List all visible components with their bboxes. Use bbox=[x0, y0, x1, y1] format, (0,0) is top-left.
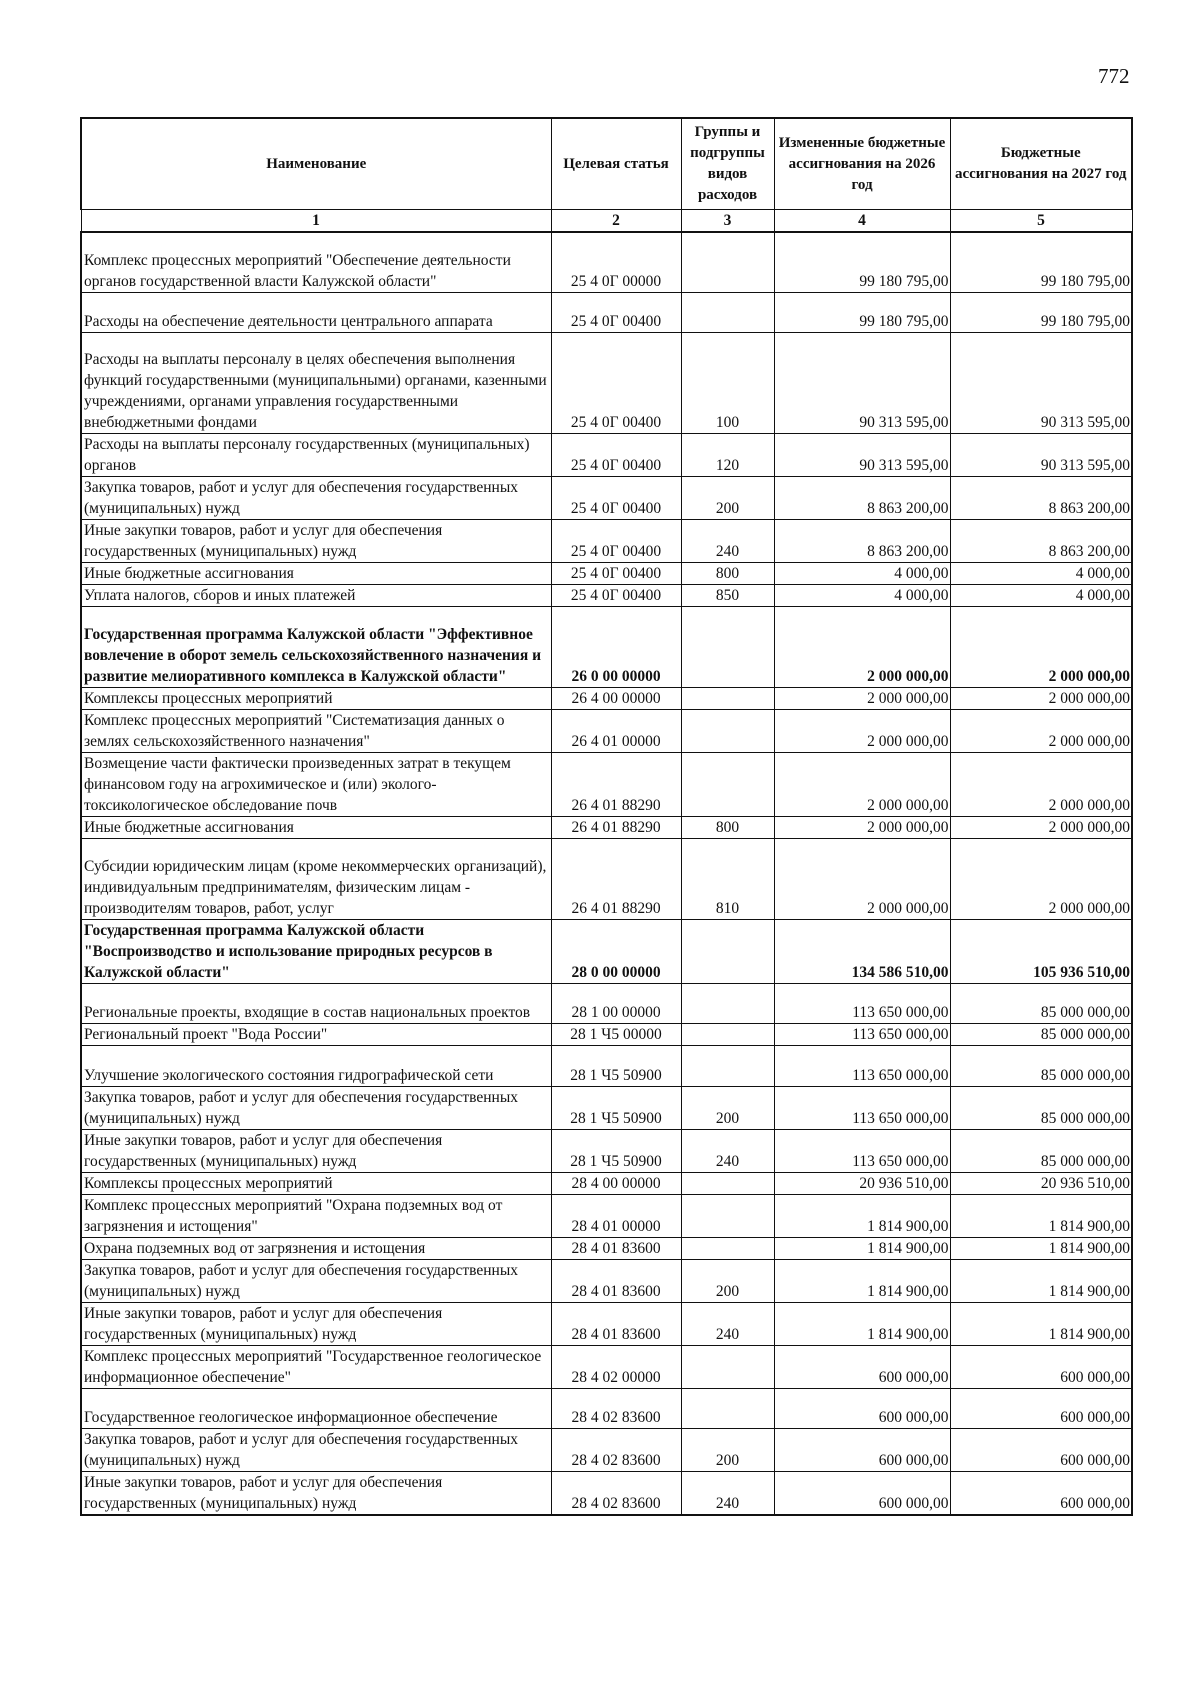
row-amount-2027: 90 313 595,00 bbox=[950, 333, 1132, 434]
row-expense-group bbox=[681, 1194, 774, 1237]
row-target-code: 28 4 02 83600 bbox=[551, 1429, 681, 1472]
row-amount-2026: 1 814 900,00 bbox=[774, 1237, 950, 1259]
row-amount-2026: 600 000,00 bbox=[774, 1472, 950, 1516]
row-amount-2027: 8 863 200,00 bbox=[950, 520, 1132, 563]
row-amount-2026: 1 814 900,00 bbox=[774, 1194, 950, 1237]
row-name: Комплекс процессных мероприятий "Охрана подземных вод от загрязнения и истощения" bbox=[81, 1194, 551, 1237]
row-expense-group: 100 bbox=[681, 333, 774, 434]
row-name: Расходы на выплаты персоналу государственных (муниципальных) органов bbox=[81, 434, 551, 477]
table-row bbox=[81, 839, 1132, 920]
column-number: 2 bbox=[551, 210, 681, 233]
row-expense-group: 240 bbox=[681, 1129, 774, 1172]
table-row bbox=[81, 688, 1132, 710]
column-number: 4 bbox=[774, 210, 950, 233]
table-row bbox=[81, 817, 1132, 839]
row-expense-group bbox=[681, 1046, 774, 1086]
row-expense-group: 240 bbox=[681, 1302, 774, 1345]
table-row bbox=[81, 1388, 1132, 1428]
row-name: Иные закупки товаров, работ и услуг для обеспечения государственных (муниципальных) нужд bbox=[81, 1302, 551, 1345]
row-target-code: 28 1 00 00000 bbox=[551, 984, 681, 1024]
row-target-code: 25 4 0Г 00400 bbox=[551, 434, 681, 477]
header-group: Группы и подгруппы видов расходов bbox=[681, 118, 774, 210]
row-target-code: 26 0 00 00000 bbox=[551, 607, 681, 688]
row-amount-2027: 2 000 000,00 bbox=[950, 710, 1132, 753]
row-amount-2026: 2 000 000,00 bbox=[774, 688, 950, 710]
row-expense-group bbox=[681, 688, 774, 710]
row-name: Комплексы процессных мероприятий bbox=[81, 688, 551, 710]
row-target-code: 28 4 01 83600 bbox=[551, 1302, 681, 1345]
row-amount-2026: 20 936 510,00 bbox=[774, 1172, 950, 1194]
row-amount-2027: 600 000,00 bbox=[950, 1345, 1132, 1388]
row-amount-2026: 99 180 795,00 bbox=[774, 293, 950, 333]
row-name: Региональный проект "Вода России" bbox=[81, 1024, 551, 1046]
table-row bbox=[81, 710, 1132, 753]
row-expense-group bbox=[681, 920, 774, 984]
row-amount-2026: 113 650 000,00 bbox=[774, 1024, 950, 1046]
row-target-code: 25 4 0Г 00400 bbox=[551, 520, 681, 563]
row-name: Комплексы процессных мероприятий bbox=[81, 1172, 551, 1194]
row-target-code: 28 1 Ч5 50900 bbox=[551, 1046, 681, 1086]
row-amount-2027: 2 000 000,00 bbox=[950, 607, 1132, 688]
row-expense-group bbox=[681, 1172, 774, 1194]
table-row bbox=[81, 1237, 1132, 1259]
header-name: Наименование bbox=[81, 118, 551, 210]
column-number: 5 bbox=[950, 210, 1132, 233]
row-expense-group: 800 bbox=[681, 817, 774, 839]
table-row bbox=[81, 1194, 1132, 1237]
row-target-code: 26 4 01 88290 bbox=[551, 753, 681, 817]
row-amount-2026: 113 650 000,00 bbox=[774, 1129, 950, 1172]
row-name: Иные закупки товаров, работ и услуг для обеспечения государственных (муниципальных) нужд bbox=[81, 520, 551, 563]
row-amount-2027: 1 814 900,00 bbox=[950, 1302, 1132, 1345]
row-name: Уплата налогов, сборов и иных платежей bbox=[81, 585, 551, 607]
row-name: Иные закупки товаров, работ и услуг для обеспечения государственных (муниципальных) нужд bbox=[81, 1129, 551, 1172]
table-row bbox=[81, 1302, 1132, 1345]
row-target-code: 28 4 01 83600 bbox=[551, 1259, 681, 1302]
row-expense-group: 240 bbox=[681, 1472, 774, 1516]
row-amount-2026: 600 000,00 bbox=[774, 1388, 950, 1428]
row-amount-2027: 4 000,00 bbox=[950, 585, 1132, 607]
row-target-code: 28 1 Ч5 00000 bbox=[551, 1024, 681, 1046]
row-name: Государственная программа Калужской области "Воспроизводство и использование природных ресурсов в Калужской области" bbox=[81, 920, 551, 984]
row-name: Иные закупки товаров, работ и услуг для обеспечения государственных (муниципальных) нужд bbox=[81, 1472, 551, 1516]
row-expense-group: 240 bbox=[681, 520, 774, 563]
row-target-code: 28 4 00 00000 bbox=[551, 1172, 681, 1194]
row-expense-group: 200 bbox=[681, 1086, 774, 1129]
row-name: Расходы на обеспечение деятельности центрального аппарата bbox=[81, 293, 551, 333]
row-amount-2027: 2 000 000,00 bbox=[950, 753, 1132, 817]
table-row bbox=[81, 563, 1132, 585]
row-amount-2027: 99 180 795,00 bbox=[950, 293, 1132, 333]
row-amount-2026: 113 650 000,00 bbox=[774, 1046, 950, 1086]
row-amount-2027: 90 313 595,00 bbox=[950, 434, 1132, 477]
row-expense-group: 810 bbox=[681, 839, 774, 920]
row-amount-2027: 1 814 900,00 bbox=[950, 1194, 1132, 1237]
row-name: Возмещение части фактически произведенных затрат в текущем финансовом году на агрохимическое и (или) эколого-токсикологическое обследование почв bbox=[81, 753, 551, 817]
row-target-code: 28 1 Ч5 50900 bbox=[551, 1086, 681, 1129]
header-amount-2027: Бюджетные ассигнования на 2027 год bbox=[950, 118, 1132, 210]
row-name: Комплекс процессных мероприятий "Обеспечение деятельности органов государственной власти Калужской области" bbox=[81, 232, 551, 293]
table-row bbox=[81, 293, 1132, 333]
table-body bbox=[81, 232, 1132, 1515]
row-name: Региональные проекты, входящие в состав национальных проектов bbox=[81, 984, 551, 1024]
row-amount-2027: 85 000 000,00 bbox=[950, 1046, 1132, 1086]
row-amount-2027: 85 000 000,00 bbox=[950, 984, 1132, 1024]
row-expense-group: 200 bbox=[681, 1259, 774, 1302]
table-row bbox=[81, 753, 1132, 817]
table-row bbox=[81, 333, 1132, 434]
row-name: Комплекс процессных мероприятий "Систематизация данных о землях сельскохозяйственного назначения" bbox=[81, 710, 551, 753]
row-target-code: 25 4 0Г 00400 bbox=[551, 585, 681, 607]
row-amount-2026: 2 000 000,00 bbox=[774, 753, 950, 817]
row-amount-2026: 2 000 000,00 bbox=[774, 817, 950, 839]
table-row bbox=[81, 1472, 1132, 1516]
row-name: Субсидии юридическим лицам (кроме некоммерческих организаций), индивидуальным предпринимателям, физическим лицам - производителям товаров, работ, услуг bbox=[81, 839, 551, 920]
row-expense-group: 120 bbox=[681, 434, 774, 477]
row-expense-group bbox=[681, 232, 774, 293]
row-expense-group bbox=[681, 293, 774, 333]
table-row bbox=[81, 1172, 1132, 1194]
row-amount-2026: 2 000 000,00 bbox=[774, 607, 950, 688]
row-target-code: 25 4 0Г 00400 bbox=[551, 563, 681, 585]
row-amount-2026: 8 863 200,00 bbox=[774, 520, 950, 563]
row-amount-2026: 134 586 510,00 bbox=[774, 920, 950, 984]
header-code: Целевая статья bbox=[551, 118, 681, 210]
row-name: Комплекс процессных мероприятий "Государственное геологическое информационное обеспечение" bbox=[81, 1345, 551, 1388]
table-row bbox=[81, 1046, 1132, 1086]
row-expense-group bbox=[681, 984, 774, 1024]
table-row bbox=[81, 585, 1132, 607]
row-name: Закупка товаров, работ и услуг для обеспечения государственных (муниципальных) нужд bbox=[81, 1086, 551, 1129]
row-expense-group: 200 bbox=[681, 1429, 774, 1472]
row-target-code: 28 4 01 00000 bbox=[551, 1194, 681, 1237]
row-amount-2026: 99 180 795,00 bbox=[774, 232, 950, 293]
row-target-code: 25 4 0Г 00400 bbox=[551, 333, 681, 434]
budget-table bbox=[80, 117, 1133, 1516]
table-row bbox=[81, 1086, 1132, 1129]
row-expense-group: 800 bbox=[681, 563, 774, 585]
row-target-code: 26 4 01 88290 bbox=[551, 817, 681, 839]
row-name: Расходы на выплаты персоналу в целях обеспечения выполнения функций государственными (муниципальными) органами, казенными учреждениями, органами управления государственными внебюджетными фондами bbox=[81, 333, 551, 434]
row-expense-group bbox=[681, 1024, 774, 1046]
row-expense-group bbox=[681, 1237, 774, 1259]
row-name: Закупка товаров, работ и услуг для обеспечения государственных (муниципальных) нужд bbox=[81, 1429, 551, 1472]
row-expense-group: 850 bbox=[681, 585, 774, 607]
row-amount-2027: 2 000 000,00 bbox=[950, 817, 1132, 839]
table-row bbox=[81, 477, 1132, 520]
row-amount-2027: 4 000,00 bbox=[950, 563, 1132, 585]
row-target-code: 28 0 00 00000 bbox=[551, 920, 681, 984]
row-amount-2027: 2 000 000,00 bbox=[950, 839, 1132, 920]
row-amount-2026: 600 000,00 bbox=[774, 1345, 950, 1388]
row-amount-2026: 4 000,00 bbox=[774, 585, 950, 607]
row-target-code: 25 4 0Г 00400 bbox=[551, 293, 681, 333]
row-target-code: 25 4 0Г 00400 bbox=[551, 477, 681, 520]
row-amount-2027: 1 814 900,00 bbox=[950, 1237, 1132, 1259]
row-name: Закупка товаров, работ и услуг для обеспечения государственных (муниципальных) нужд bbox=[81, 477, 551, 520]
row-amount-2027: 99 180 795,00 bbox=[950, 232, 1132, 293]
row-amount-2026: 8 863 200,00 bbox=[774, 477, 950, 520]
table-row bbox=[81, 520, 1132, 563]
header-amount-2026: Измененные бюджетные ассигнования на 2026 год bbox=[774, 118, 950, 210]
row-amount-2026: 1 814 900,00 bbox=[774, 1302, 950, 1345]
table-row bbox=[81, 1429, 1132, 1472]
row-expense-group bbox=[681, 607, 774, 688]
table-row bbox=[81, 232, 1132, 293]
row-amount-2027: 600 000,00 bbox=[950, 1472, 1132, 1516]
row-target-code: 28 4 01 83600 bbox=[551, 1237, 681, 1259]
row-name: Улучшение экологического состояния гидрографической сети bbox=[81, 1046, 551, 1086]
row-name: Иные бюджетные ассигнования bbox=[81, 563, 551, 585]
row-amount-2026: 2 000 000,00 bbox=[774, 710, 950, 753]
row-amount-2027: 600 000,00 bbox=[950, 1388, 1132, 1428]
row-name: Государственная программа Калужской области "Эффективное вовлечение в оборот земель сельскохозяйственного назначения и развитие мелиоративного комплекса в Калужской области" bbox=[81, 607, 551, 688]
row-amount-2026: 113 650 000,00 bbox=[774, 1086, 950, 1129]
row-amount-2027: 85 000 000,00 bbox=[950, 1024, 1132, 1046]
row-target-code: 25 4 0Г 00000 bbox=[551, 232, 681, 293]
row-amount-2026: 90 313 595,00 bbox=[774, 434, 950, 477]
row-target-code: 26 4 01 00000 bbox=[551, 710, 681, 753]
row-amount-2027: 85 000 000,00 bbox=[950, 1129, 1132, 1172]
table-row bbox=[81, 1129, 1132, 1172]
table-header-row bbox=[81, 118, 1132, 210]
column-number: 1 bbox=[81, 210, 551, 233]
row-name: Иные бюджетные ассигнования bbox=[81, 817, 551, 839]
row-target-code: 28 4 02 83600 bbox=[551, 1388, 681, 1428]
row-target-code: 28 4 02 00000 bbox=[551, 1345, 681, 1388]
table-row bbox=[81, 920, 1132, 984]
row-amount-2027: 8 863 200,00 bbox=[950, 477, 1132, 520]
row-amount-2026: 113 650 000,00 bbox=[774, 984, 950, 1024]
table-row bbox=[81, 1345, 1132, 1388]
row-amount-2026: 2 000 000,00 bbox=[774, 839, 950, 920]
row-amount-2027: 600 000,00 bbox=[950, 1429, 1132, 1472]
page-number: 772 bbox=[1098, 64, 1130, 88]
table-row bbox=[81, 607, 1132, 688]
row-expense-group bbox=[681, 1388, 774, 1428]
row-amount-2026: 1 814 900,00 bbox=[774, 1259, 950, 1302]
row-target-code: 26 4 00 00000 bbox=[551, 688, 681, 710]
column-number: 3 bbox=[681, 210, 774, 233]
row-target-code: 28 1 Ч5 50900 bbox=[551, 1129, 681, 1172]
row-expense-group bbox=[681, 1345, 774, 1388]
table-row bbox=[81, 1259, 1132, 1302]
row-expense-group bbox=[681, 753, 774, 817]
row-amount-2026: 600 000,00 bbox=[774, 1429, 950, 1472]
row-amount-2027: 1 814 900,00 bbox=[950, 1259, 1132, 1302]
row-amount-2027: 20 936 510,00 bbox=[950, 1172, 1132, 1194]
row-name: Государственное геологическое информационное обеспечение bbox=[81, 1388, 551, 1428]
row-expense-group bbox=[681, 710, 774, 753]
row-target-code: 26 4 01 88290 bbox=[551, 839, 681, 920]
table-row bbox=[81, 1024, 1132, 1046]
row-amount-2026: 4 000,00 bbox=[774, 563, 950, 585]
row-target-code: 28 4 02 83600 bbox=[551, 1472, 681, 1516]
row-amount-2027: 2 000 000,00 bbox=[950, 688, 1132, 710]
row-name: Охрана подземных вод от загрязнения и истощения bbox=[81, 1237, 551, 1259]
row-name: Закупка товаров, работ и услуг для обеспечения государственных (муниципальных) нужд bbox=[81, 1259, 551, 1302]
row-amount-2026: 90 313 595,00 bbox=[774, 333, 950, 434]
row-expense-group: 200 bbox=[681, 477, 774, 520]
table-row bbox=[81, 984, 1132, 1024]
row-amount-2027: 85 000 000,00 bbox=[950, 1086, 1132, 1129]
table-row bbox=[81, 434, 1132, 477]
row-amount-2027: 105 936 510,00 bbox=[950, 920, 1132, 984]
column-number-row bbox=[81, 210, 1132, 233]
